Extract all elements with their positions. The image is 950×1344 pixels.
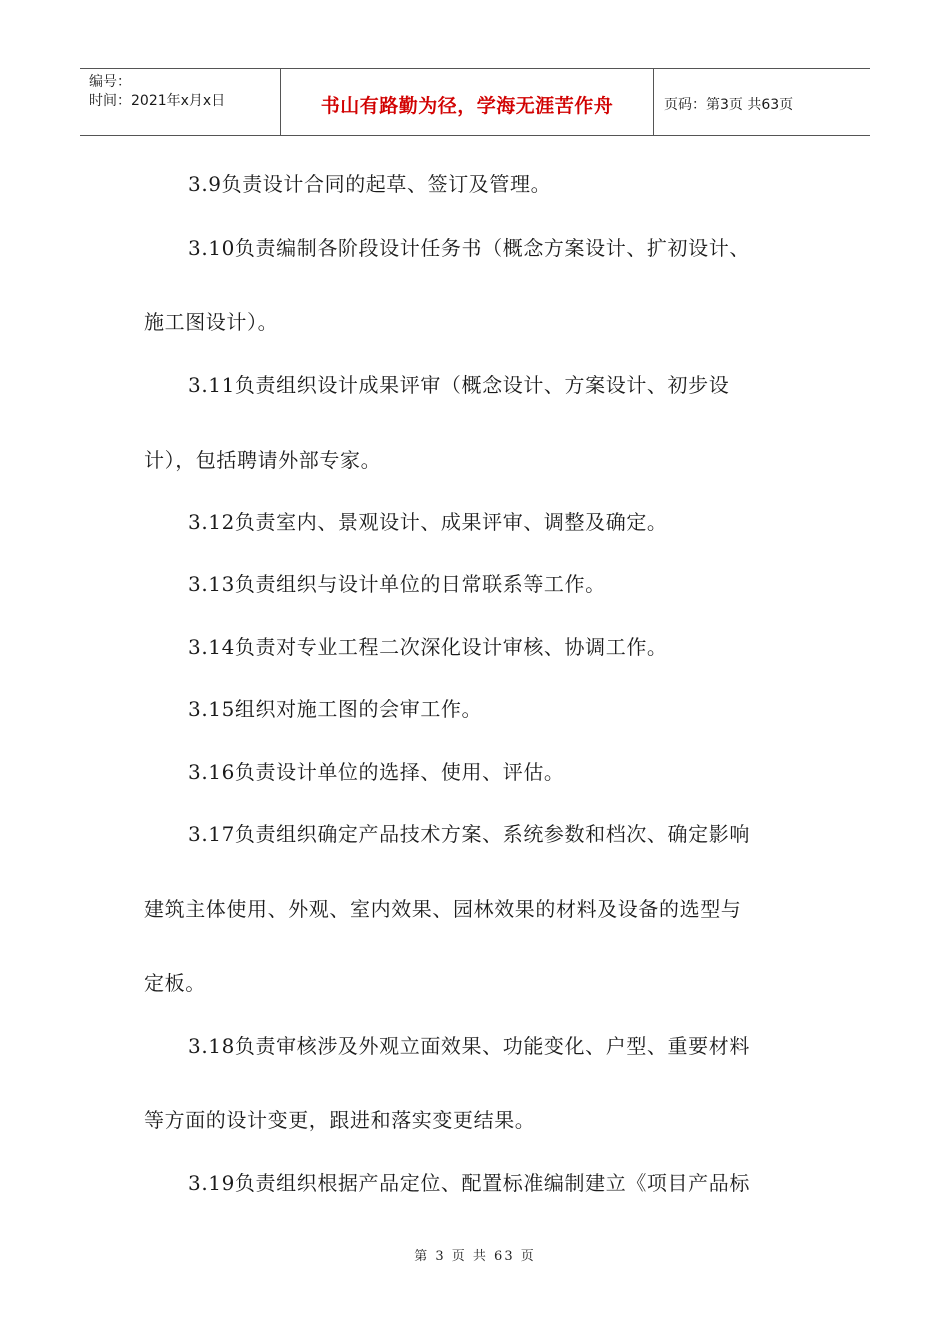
paragraph-3-14: 3.14负责对专业工程二次深化设计审核、协调工作。 — [188, 635, 668, 659]
paragraph-3-17-line-3: 定板。 — [144, 971, 206, 995]
paragraph-3-19-line-1: 3.19负责组织根据产品定位、配置标准编制建立《项目产品标 — [188, 1171, 750, 1195]
header-table — [80, 68, 870, 136]
paragraph-3-10-line-2: 施工图设计）。 — [144, 310, 279, 334]
page-footer: 第 3 页 共 63 页 — [414, 1249, 536, 1264]
paragraph-3-18-line-2: 等方面的设计变更，跟进和落实变更结果。 — [144, 1108, 536, 1132]
serial-label: 编号： — [89, 74, 131, 90]
paragraph-3-17-line-2: 建筑主体使用、外观、室内效果、园林效果的材料及设备的选型与 — [144, 897, 742, 921]
paragraph-3-13: 3.13负责组织与设计单位的日常联系等工作。 — [188, 572, 606, 596]
paragraph-3-11-line-1: 3.11负责组织设计成果评审（概念设计、方案设计、初步设 — [188, 373, 730, 397]
paragraph-3-11-line-2: 计），包括聘请外部专家。 — [144, 448, 382, 472]
header-meta-cell — [80, 69, 281, 135]
header-page-info: 页码：第3页 共63页 — [664, 97, 794, 113]
header-motto: 书山有路勤为径，学海无涯苦作舟 — [281, 69, 654, 135]
paragraph-3-17-line-1: 3.17负责组织确定产品技术方案、系统参数和档次、确定影响 — [188, 822, 750, 846]
time-label: 时间：2021年x月x日 — [89, 93, 226, 109]
paragraph-3-15: 3.15组织对施工图的会审工作。 — [188, 697, 483, 721]
paragraph-3-16: 3.16负责设计单位的选择、使用、评估。 — [188, 760, 565, 784]
paragraph-3-10-line-1: 3.10负责编制各阶段设计任务书（概念方案设计、扩初设计、 — [188, 236, 750, 260]
paragraph-3-12: 3.12负责室内、景观设计、成果评审、调整及确定。 — [188, 510, 668, 534]
paragraph-3-18-line-1: 3.18负责审核涉及外观立面效果、功能变化、户型、重要材料 — [188, 1034, 750, 1058]
paragraph-3-9: 3.9负责设计合同的起草、签订及管理。 — [188, 172, 552, 196]
